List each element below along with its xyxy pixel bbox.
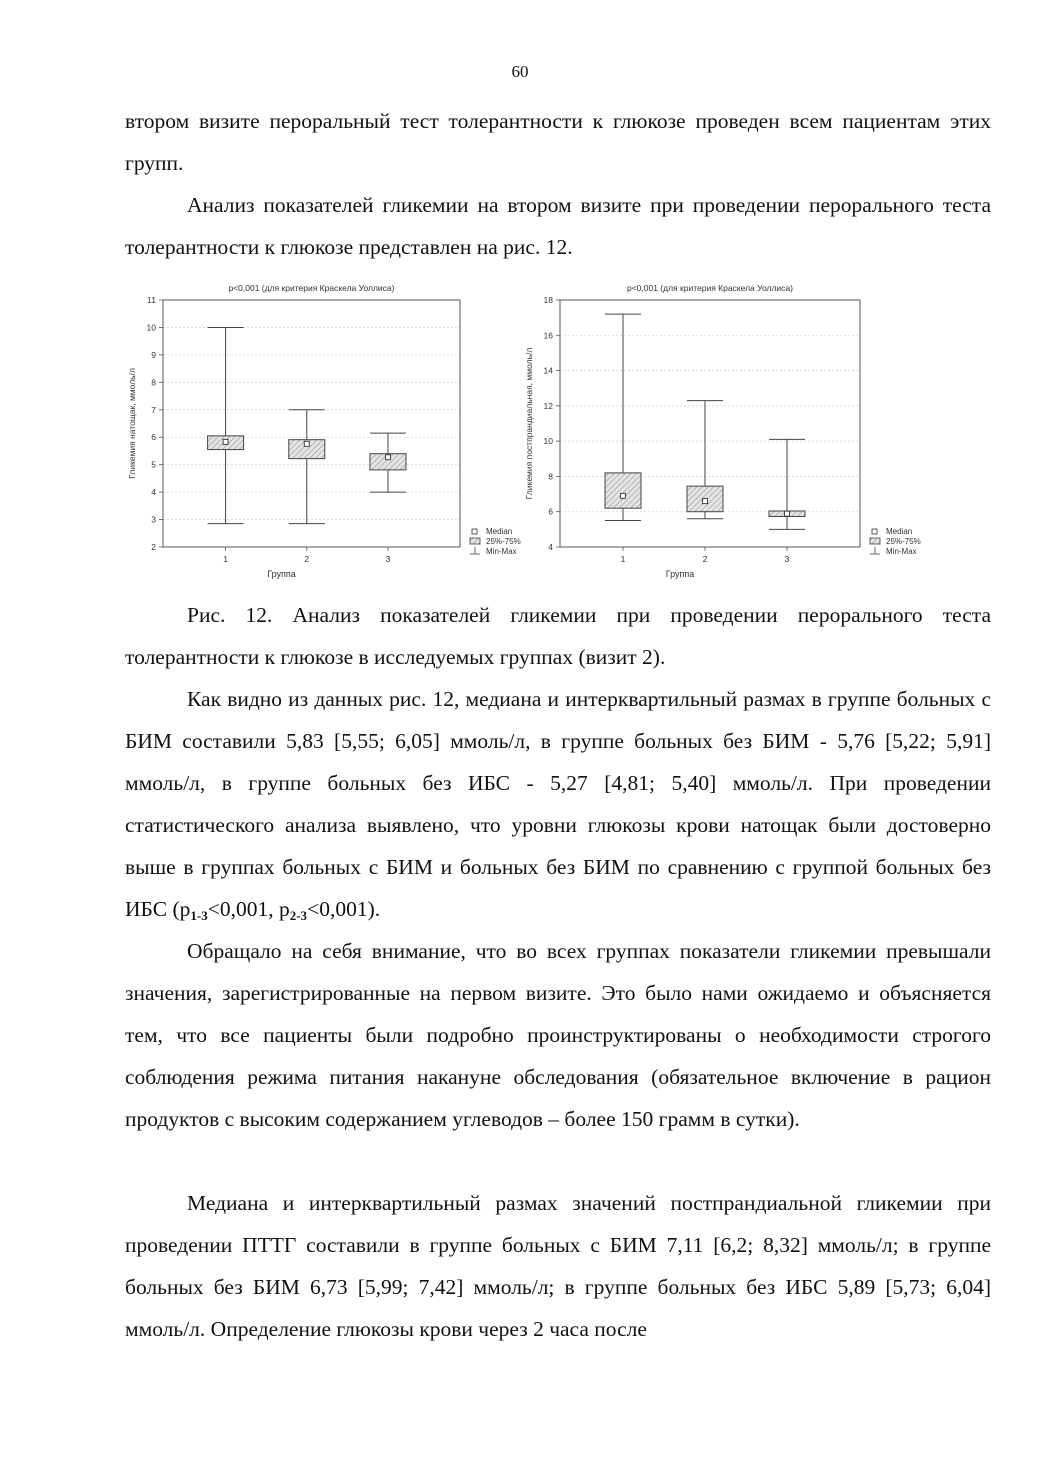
y-tick-label: 8 bbox=[151, 377, 156, 388]
chart-fasting-glycemia bbox=[120, 280, 530, 580]
iqr-box bbox=[605, 473, 641, 508]
y-tick-label: 11 bbox=[147, 295, 156, 305]
chart-title: p<0,001 (для критерия Краскела Уоллиса) bbox=[626, 283, 794, 293]
paragraph-3 bbox=[125, 678, 991, 937]
p-symbol-2: p bbox=[278, 897, 290, 921]
paragraph-3-text: Как видно из данных рис. 12, медиана и интерквартильный размах в группе больных с БИМ составили 5,83 [5,55; 6,05] ммоль/л, в группе больных без БИМ - 5,76 [5,22; 5,91] ммоль/л, в группе больных без ИБС - 5,27 [4,81; 5,40] ммоль/л. При проведении статистического анализа выявлено, что уровни глюкозы крови натощак были достоверно выше в группах больных с БИМ и больных без БИМ по сравнению с группой больных без ИБС ( bbox=[125, 687, 991, 921]
median-marker bbox=[621, 493, 626, 498]
legend-label: Min-Max bbox=[486, 547, 517, 556]
y-tick-label: 7 bbox=[151, 404, 156, 415]
y-tick-label: 3 bbox=[151, 514, 156, 525]
y-tick-label: 10 bbox=[543, 436, 553, 447]
figure-12 bbox=[120, 280, 940, 580]
x-tick-label: 1 bbox=[620, 554, 626, 564]
x-tick-label: 2 bbox=[702, 554, 708, 564]
median-marker bbox=[703, 499, 708, 504]
median-marker bbox=[223, 439, 228, 444]
legend-box-swatch bbox=[870, 538, 880, 544]
y-tick-label: 4 bbox=[548, 542, 553, 552]
p-symbol-1: p bbox=[179, 897, 191, 921]
y-tick-label: 10 bbox=[146, 322, 156, 333]
legend-label: Median bbox=[486, 527, 513, 536]
chart-title: p<0,001 (для критерия Краскела Уоллиса) bbox=[228, 283, 395, 293]
chart-postprandial-glycemia bbox=[524, 280, 940, 580]
figure-caption: Рис. 12. Анализ показателей гликемии при проведении перорального теста толерантности к глюкозе в исследуемых группах (визит 2). bbox=[125, 603, 991, 669]
y-tick-label: 8 bbox=[548, 471, 553, 482]
x-axis-label: Группа bbox=[267, 569, 296, 579]
plot-frame bbox=[163, 300, 460, 547]
paragraph-5: Медиана и интерквартильный размах значений постпрандиальной гликемии при проведении ПТТГ составили в группе больных с БИМ 7,11 [6,2; 8,32] ммоль/л; в группе больных без БИМ 6,73 [5,99; 7,42] ммоль/л; в группе больных без ИБС 5,89 [5,73; 6,04] ммоль/л. Определение глюкозы крови через 2 часа после bbox=[125, 1191, 991, 1341]
x-tick-label: 1 bbox=[223, 554, 228, 564]
page-number: 60 bbox=[511, 62, 529, 81]
legend-box-swatch bbox=[470, 538, 480, 544]
p-value-2: <0,001). bbox=[307, 897, 381, 921]
y-tick-label: 5 bbox=[151, 459, 156, 470]
y-axis-label: Гликемия постпрандиальная, ммоль/л bbox=[524, 347, 534, 500]
paragraph-2: Анализ показателей гликемии на втором визите при проведении перорального теста толерантности к глюкозе представлен на рис. 12. bbox=[125, 193, 991, 259]
y-tick-label: 14 bbox=[543, 365, 553, 376]
x-axis-label: Группа bbox=[665, 569, 695, 579]
x-tick-label: 2 bbox=[304, 554, 310, 564]
median-marker bbox=[304, 441, 309, 446]
legend-label: Min-Max bbox=[886, 547, 917, 556]
legend-label: 25%-75% bbox=[886, 537, 921, 546]
y-tick-label: 2 bbox=[151, 542, 156, 552]
y-tick-label: 6 bbox=[548, 506, 553, 517]
x-tick-label: 3 bbox=[784, 554, 790, 564]
p-subscript-1-3: 1-3 bbox=[190, 908, 208, 923]
paragraph-4: Обращало на себя внимание, что во всех группах показатели гликемии превышали значения, зарегистрированные на первом визите. Это было нами ожидаемо и объясняется тем, что все пациенты были подробно проинструктированы о необходимости строгого соблюдения режима питания накануне обследования (обязательное включение в рацион продуктов с высоким содержанием углеводов – более 150 грамм в сутки). bbox=[125, 939, 991, 1131]
legend-median-marker bbox=[872, 529, 877, 534]
median-marker bbox=[385, 455, 390, 460]
y-tick-label: 9 bbox=[151, 349, 156, 360]
legend-median-marker bbox=[472, 529, 477, 534]
p-subscript-2-3: 2-3 bbox=[289, 908, 308, 923]
y-tick-label: 12 bbox=[543, 400, 553, 411]
y-axis-label: Гликемия натощак, ммоль/л bbox=[127, 368, 137, 479]
y-tick-label: 4 bbox=[151, 487, 156, 498]
median-marker bbox=[785, 511, 790, 516]
paragraph-1: втором визите пероральный тест толерантности к глюкозе проведен всем пациентам этих групп. bbox=[125, 109, 991, 175]
y-tick-label: 16 bbox=[543, 330, 553, 341]
y-tick-label: 6 bbox=[151, 432, 156, 443]
y-tick-label: 18 bbox=[543, 295, 553, 305]
legend-label: Median bbox=[886, 527, 913, 536]
x-tick-label: 3 bbox=[385, 554, 391, 564]
legend-label: 25%-75% bbox=[486, 537, 521, 546]
p-value-1: <0,001, bbox=[207, 897, 279, 921]
